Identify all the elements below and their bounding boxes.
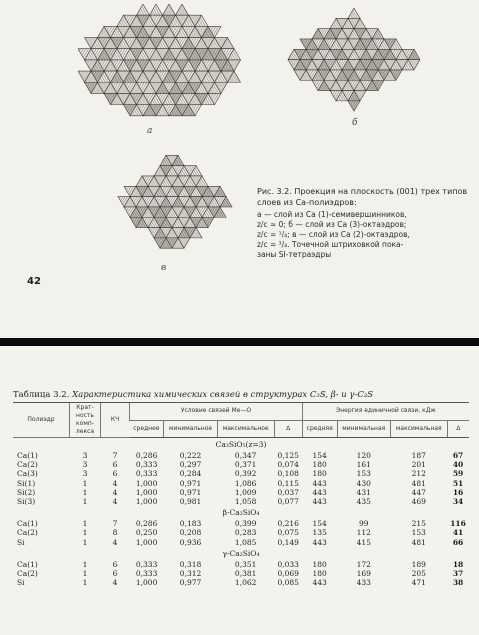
table-section-header [13, 547, 469, 560]
table-row [13, 519, 469, 528]
table-cell: 1,086 [234, 478, 257, 488]
table-cell: 0,981 [179, 497, 202, 507]
table-cell: 443 [312, 578, 327, 588]
table-cell: 1 [82, 559, 88, 569]
page-divider-bar [0, 338, 479, 346]
table-cell: 0,077 [277, 497, 299, 507]
table-cell: 16 [452, 487, 464, 497]
table-cell: 433 [356, 578, 371, 588]
header-sub: максимальная [390, 420, 447, 438]
table-cell: 154 [312, 519, 327, 529]
table-cell: 481 [411, 537, 426, 547]
polyhedron-face [163, 4, 176, 15]
table-cell: 180 [312, 460, 327, 470]
table-cell: 1,058 [234, 497, 257, 507]
table-cell: 471 [411, 578, 426, 588]
table-cell: Si [17, 537, 25, 547]
table-row [13, 528, 469, 537]
table-cell: 0,149 [277, 537, 299, 547]
table-cell: 0,297 [179, 460, 202, 470]
table-cell: 112 [356, 528, 371, 538]
table-cell: 201 [411, 460, 426, 470]
table-cell: 7 [112, 451, 118, 460]
table-cell: 0,033 [277, 559, 299, 569]
header-polyhedron: Полиэдр [13, 403, 70, 438]
figure-b-polyhedra-layer [270, 8, 420, 113]
table-cell: 0,216 [277, 519, 299, 529]
table-cell: 435 [356, 497, 371, 507]
table-caption: Характеристика химических связей в структурах C₃S, β- и γ-C₂S [72, 390, 374, 400]
table-cell: 7 [112, 519, 118, 529]
table-cell: 37 [452, 569, 464, 579]
table-cell: 161 [356, 460, 371, 470]
table-cell: 8 [112, 528, 118, 538]
table-cell: 0,183 [179, 519, 202, 529]
table-cell: 38 [452, 578, 464, 588]
table-cell: Si [17, 578, 25, 588]
table-cell: 1,009 [234, 487, 257, 497]
caption-line: а — слой из Са (1)-семивершинников, [257, 210, 407, 219]
table-cell: 0,333 [135, 469, 158, 479]
table-cell: 1 [82, 528, 88, 538]
table-cell: 0,286 [135, 519, 158, 529]
table-cell: 0,347 [234, 451, 257, 460]
table-cell: 0,399 [234, 519, 257, 529]
table-cell: 0,392 [234, 469, 257, 479]
table-cell: 4 [112, 537, 118, 547]
table-cell: 0,074 [277, 460, 299, 470]
table-body [13, 438, 469, 588]
table-cell: 0,037 [277, 487, 299, 497]
table-row [13, 451, 469, 460]
figure-label-c: в [161, 263, 167, 273]
table-cell: Ca(1) [17, 519, 38, 529]
header-sub: минимальное [164, 420, 218, 438]
table-cell: 1 [82, 537, 88, 547]
table-cell: 66 [452, 537, 464, 547]
header-bond-length-group: Условие связей Ме—О [130, 403, 303, 421]
header-cn: КЧ [101, 403, 130, 438]
table-cell: 0,115 [277, 478, 299, 488]
table-cell: 1,000 [135, 578, 158, 588]
table-row [13, 497, 469, 506]
table-row [13, 460, 469, 469]
figure-label-a: а [147, 126, 153, 136]
header-sub: средняя [302, 420, 337, 438]
table-cell: 59 [452, 469, 464, 479]
figure-a-polyhedra-layer [78, 4, 242, 124]
table-cell: 0,971 [179, 487, 202, 497]
table-cell: 18 [452, 559, 464, 569]
table-cell: 0,222 [179, 451, 202, 460]
caption-line: z/c ≈ 0; б — слой из Са (3)-октаэдров; [257, 220, 407, 229]
table-cell: 0,977 [179, 578, 202, 588]
table-cell: 1 [82, 478, 88, 488]
table-cell: 0,075 [277, 528, 299, 538]
table-cell: 153 [411, 528, 426, 538]
table-cell: Ca(2) [17, 569, 38, 579]
table-cell: 0,351 [234, 559, 257, 569]
table-cell: 40 [452, 460, 464, 470]
table-cell: Si(2) [17, 487, 36, 497]
caption-title: Рис. 3.2. Проекция на плоскость (001) трех типов слоев из Са-полиэдров: [257, 187, 468, 207]
table-cell: 154 [312, 451, 327, 460]
polyhedron-face [150, 4, 163, 15]
table-cell: 180 [312, 559, 327, 569]
table-cell: 1,000 [135, 478, 158, 488]
table-cell: 1 [82, 519, 88, 529]
table-row [13, 469, 469, 478]
table-cell: 6 [112, 469, 118, 479]
table-cell: 67 [452, 451, 464, 460]
caption-line: z/c = ¹/₄; в — слой из Са (2)-октаэдров, [257, 230, 410, 239]
table-cell: 1,000 [135, 537, 158, 547]
table-cell: 415 [356, 537, 371, 547]
table-cell: Ca(3) [17, 469, 38, 479]
table-cell: Ca(1) [17, 559, 38, 569]
table-cell: 187 [411, 451, 426, 460]
section-title: β-Ca₂SiO₄ [222, 508, 260, 518]
table-cell: 1 [82, 578, 88, 588]
table-cell: 6 [112, 460, 118, 470]
table-cell: 0,318 [179, 559, 202, 569]
table-title [13, 390, 468, 400]
table-cell: Ca(2) [17, 528, 38, 538]
table-cell: 0,936 [179, 537, 202, 547]
table-row [13, 569, 469, 578]
table-cell: 51 [452, 478, 464, 488]
caption-line: заны SI-тетраэдры [257, 250, 332, 259]
table-cell: 153 [356, 469, 371, 479]
table-row [13, 479, 469, 488]
table-cell: 0,371 [234, 460, 257, 470]
table-cell: 4 [112, 497, 118, 507]
table-cell: 1,062 [234, 578, 257, 588]
figure-label-b: б [352, 118, 358, 128]
header-sub: минимальная [337, 420, 390, 438]
polyhedron-face [348, 101, 360, 111]
table-cell: Ca(1) [17, 451, 38, 460]
table-cell: 180 [312, 469, 327, 479]
table-cell: 116 [450, 519, 466, 529]
table-cell: 0,381 [234, 569, 257, 579]
header-sub: максимальное [217, 420, 274, 438]
table-cell: 1,000 [135, 487, 158, 497]
table-row [13, 578, 469, 587]
table-cell: 447 [411, 487, 426, 497]
table-cell: 1 [82, 497, 88, 507]
table-cell: 180 [312, 569, 327, 579]
section-title: Ca₃SiO₅(z=3) [215, 440, 267, 449]
table-cell: 205 [411, 569, 426, 579]
table-cell: 443 [312, 497, 327, 507]
table-cell: 0,069 [277, 569, 299, 579]
table-cell: 172 [356, 559, 371, 569]
table-cell: 4 [112, 578, 118, 588]
table-cell: 443 [312, 487, 327, 497]
figure-c-polyhedra-layer [112, 145, 237, 260]
polyhedron-face [176, 4, 189, 15]
table-cell: 41 [452, 528, 464, 538]
table-cell: 4 [112, 487, 118, 497]
table-row [13, 560, 469, 569]
table-row [13, 488, 469, 497]
table-cell: 443 [312, 537, 327, 547]
bond-characteristics-table [13, 402, 469, 587]
page-number: 42 [27, 276, 41, 287]
table-cell: 0,971 [179, 478, 202, 488]
header-multiplicity: Кратность комплекса [70, 403, 101, 438]
table-cell: Ca(2) [17, 460, 38, 470]
table-cell: 0,085 [277, 578, 299, 588]
table-cell: 431 [356, 487, 371, 497]
table-cell: 1,085 [234, 537, 257, 547]
table-cell: 99 [358, 519, 369, 529]
table-section-header [13, 438, 469, 452]
table-cell: 430 [356, 478, 371, 488]
table-cell: 3 [82, 469, 88, 479]
table-cell: 135 [312, 528, 327, 538]
table-cell: 215 [411, 519, 426, 529]
polyhedron-face [348, 8, 360, 18]
table-cell: 34 [452, 497, 464, 507]
table-cell: 1 [82, 569, 88, 579]
header-sub: Δ [274, 420, 302, 438]
table-row [13, 538, 469, 547]
table-cell: 443 [312, 478, 327, 488]
table-cell: 4 [112, 478, 118, 488]
polyhedron-face [137, 4, 150, 15]
table-section-header [13, 506, 469, 519]
table-cell: Si(1) [17, 478, 36, 488]
table-cell: 481 [411, 478, 426, 488]
table-cell: 0,283 [234, 528, 257, 538]
table-cell: 0,250 [135, 528, 158, 538]
caption-line: z/c = ³/₄. Точечной штриховкой пока- [257, 240, 404, 249]
table-cell: 212 [411, 469, 426, 479]
table-cell: 3 [82, 451, 88, 460]
table-cell: 189 [411, 559, 426, 569]
table-cell: 0,333 [135, 569, 158, 579]
table-cell: 0,208 [179, 528, 202, 538]
table-cell: 6 [112, 559, 118, 569]
table-number: Таблица 3.2. [13, 390, 70, 400]
header-sub: среднее [130, 420, 164, 438]
header-sub: Δ [447, 420, 469, 438]
table-cell: 0,333 [135, 460, 158, 470]
table-cell: 0,284 [179, 469, 202, 479]
table-cell: 0,312 [179, 569, 202, 579]
table-cell: 469 [411, 497, 426, 507]
table-cell: 169 [356, 569, 371, 579]
header-energy-group: Энергия единичной связи, кДж [302, 403, 469, 421]
table-cell: 1 [82, 487, 88, 497]
table-cell: 6 [112, 569, 118, 579]
table-cell: 1,000 [135, 497, 158, 507]
table-cell: 3 [82, 460, 88, 470]
table-cell: 0,333 [135, 559, 158, 569]
table-cell: 0,108 [277, 469, 299, 479]
figure-caption [257, 186, 469, 260]
section-title: γ-Ca₂SiO₄ [222, 548, 260, 558]
table-cell: 0,286 [135, 451, 158, 460]
table-cell: Si(3) [17, 497, 36, 507]
table-cell: 0,125 [277, 451, 299, 460]
table-cell: 120 [356, 451, 371, 460]
